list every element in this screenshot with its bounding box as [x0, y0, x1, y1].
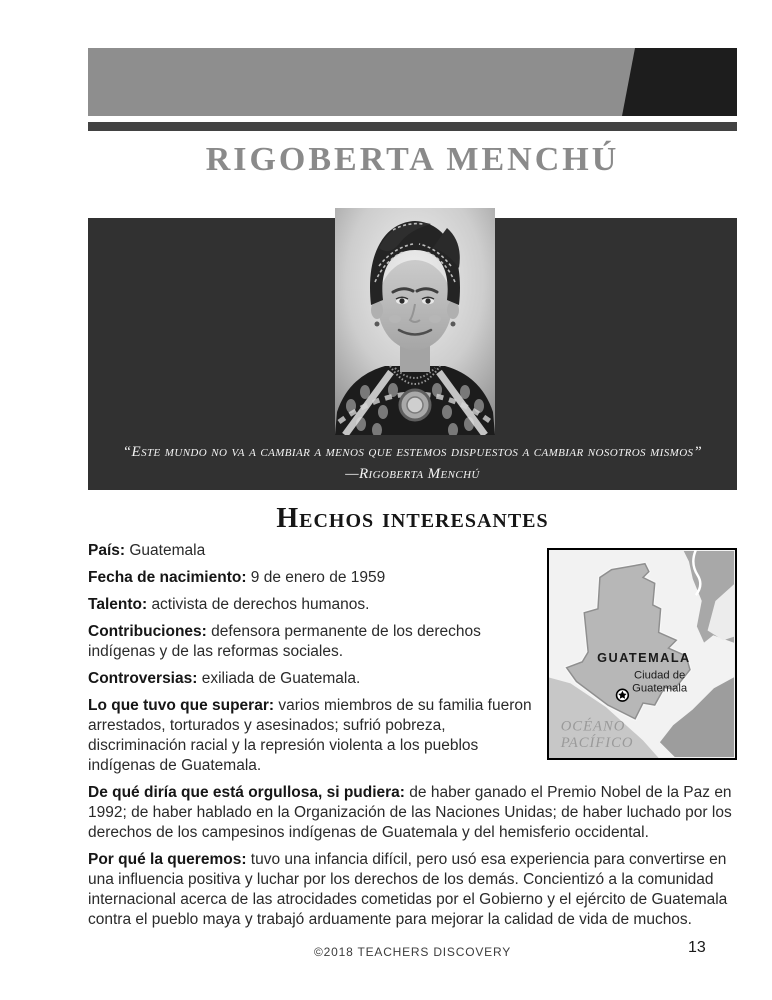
- fact-text: varios miembros de su familia fueron arrestados, torturados y asesinados; sufrió pobreza, discriminación racial y la represión violenta a los pueblos indígenas de Guatemala.: [88, 697, 532, 774]
- header-stripe: [88, 122, 737, 131]
- fact-text: tuvo una infancia difícil, pero usó esa experiencia para convertirse en una influencia positiva y luchar por los derechos de los demás. Concientizó a la comunidad internacional acerca de las atrocidades cometidas por el Gobierno y el ejército de Guatemala contra el pueblo maya y trabajó arduamente para mejorar la calidad de vida de muchos.: [88, 851, 728, 928]
- fact-talento: [88, 595, 546, 615]
- fact-text: activista de derechos humanos.: [151, 596, 370, 613]
- fact-pais: [88, 541, 546, 561]
- fact-text: 9 de enero de 1959: [250, 569, 386, 586]
- header-black-accent: [622, 48, 737, 116]
- map-ocean-label-line1: OCÉANO: [560, 718, 626, 735]
- header-gray-bar: [88, 48, 737, 116]
- guatemala-map-graphic: [549, 550, 735, 758]
- facts-list: [88, 541, 737, 937]
- fact-label: Talento:: [88, 596, 148, 613]
- fact-text: de haber ganado el Premio Nobel de la Paz en 1992; de haber hablado en la Organización de las Naciones Unidas; de haber luchado por los derechos de los campesinos indígenas de Guatemala y del hemisferio occidental.: [88, 784, 732, 841]
- fact-label: Lo que tuvo que superar:: [88, 697, 275, 714]
- page-title: RIGOBERTA MENCHÚ: [205, 141, 620, 178]
- fact-controversias: [88, 669, 546, 689]
- header-bar-graphic: [88, 48, 737, 116]
- fact-orgullosa: [88, 783, 737, 843]
- portrait-photo: [335, 208, 495, 435]
- quote-attribution: —Rigoberta Menchú: [345, 466, 480, 482]
- section-heading: Hechos interesantes: [276, 503, 549, 534]
- fact-label: País:: [88, 542, 126, 559]
- portrait-illustration: [335, 208, 495, 435]
- fact-label: De qué diría que está orgullosa, si pudiera:: [88, 784, 405, 801]
- fact-text: Guatemala: [129, 542, 206, 559]
- map-country-label: GUATEMALA: [597, 649, 691, 665]
- quote-text: “Este mundo no va a cambiar a menos que estemos dispuestos a cambiar nosotros mismos”: [122, 444, 703, 460]
- fact-text: defensora permanente de los derechos indígenas y de las reformas sociales.: [88, 623, 481, 660]
- map-city-label-line1: Ciudad de: [633, 669, 686, 682]
- fact-contribuciones: [88, 622, 546, 662]
- guatemala-map: [547, 548, 737, 760]
- map-city-label-line2: Guatemala: [632, 682, 688, 695]
- fact-label: Fecha de nacimiento:: [88, 569, 247, 586]
- footer-copyright: ©2018 TEACHERS DISCOVERY: [314, 945, 511, 959]
- quote-block: [88, 441, 737, 485]
- fact-por-que-la-queremos: [88, 850, 737, 930]
- map-ocean-label-line2: PACÍFICO: [560, 735, 634, 752]
- fact-label: Controversias:: [88, 670, 198, 687]
- fact-label: Por qué la queremos:: [88, 851, 247, 868]
- fact-text: exiliada de Guatemala.: [201, 670, 361, 687]
- fact-lo-que-tuvo-que-superar: [88, 696, 546, 776]
- fact-fecha-de-nacimiento: [88, 568, 546, 588]
- fact-label: Contribuciones:: [88, 623, 207, 640]
- page-number: 13: [688, 939, 706, 956]
